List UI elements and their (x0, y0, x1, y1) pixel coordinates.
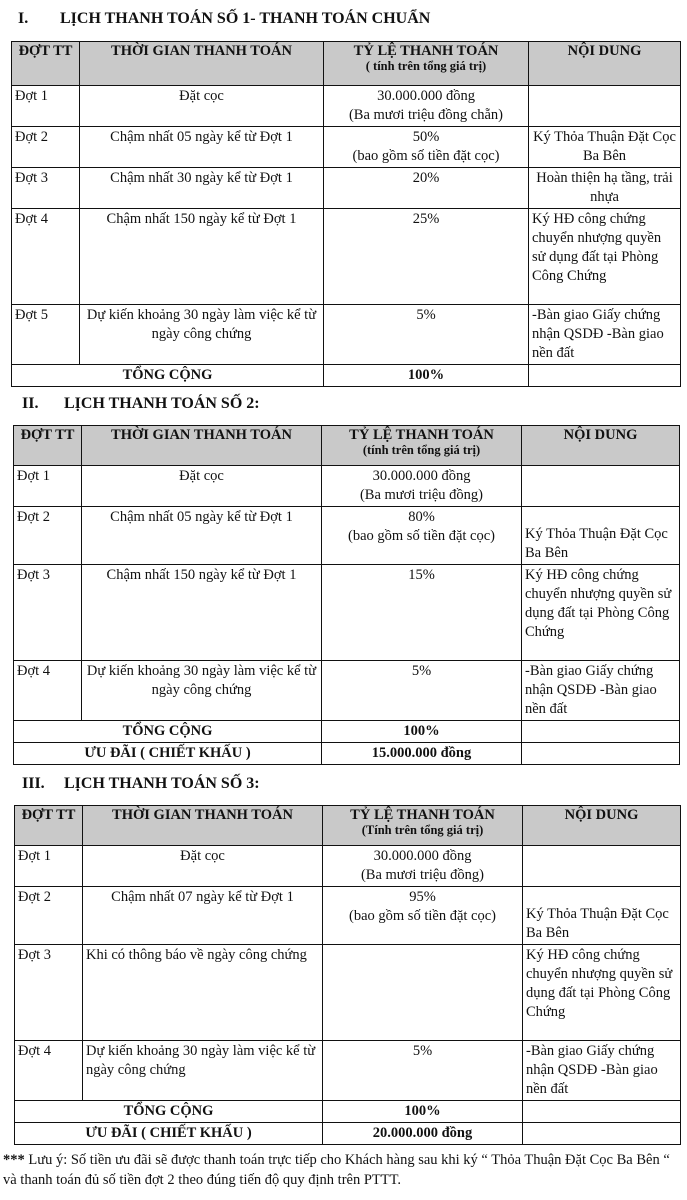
total-row: TỔNG CỘNG 100% (15, 1101, 681, 1123)
total-row: TỔNG CỘNG 100% (12, 365, 681, 387)
table-header-row (15, 806, 681, 846)
header-dot: ĐỢT TT (14, 426, 82, 466)
header-dot: ĐỢT TT (12, 42, 80, 86)
table-row: Đợt 5 Dự kiến khoảng 30 ngày làm việc kể từ ngày công chứng 5% -Bàn giao Giấy chứng nhận QSDĐ -Bàn giao nền đất (12, 305, 681, 365)
header-time: THỜI GIAN THANH TOÁN (80, 42, 324, 86)
table-row: Đợt 4 Chậm nhất 150 ngày kể từ Đợt 1 25% Ký HĐ công chứng chuyển nhượng quyền sử dụng đất tại Phòng Công Chứng (12, 209, 681, 305)
header-time: THỜI GIAN THANH TOÁN (83, 806, 323, 846)
table-row: Đợt 1 Đặt cọc 30.000.000 đồng (Ba mươi triệu đồng) (15, 846, 681, 887)
table-row: Đợt 2 Chậm nhất 05 ngày kể từ Đợt 1 80% (bao gồm số tiền đặt cọc) Ký Thỏa Thuận Đặt Cọc Ba Bên (14, 507, 680, 565)
table-row: Đợt 2 Chậm nhất 07 ngày kể từ Đợt 1 95% (bao gồm số tiền đặt cọc) Ký Thỏa Thuận Đặt Cọc Ba Bên (15, 887, 681, 945)
header-rate: TỶ LỆ THANH TOÁN (Tính trên tổng giá trị) (323, 806, 523, 846)
section-3-title: III. LỊCH THANH TOÁN SỐ 3: (22, 775, 260, 792)
section-1-title: I. LỊCH THANH TOÁN SỐ 1- THANH TOÁN CHUẨN (18, 10, 431, 27)
header-dot: ĐỢT TT (15, 806, 83, 846)
header-content: NỘI DUNG (522, 426, 680, 466)
footnote: *** Lưu ý: Số tiền ưu đãi sẽ được thanh toán trực tiếp cho Khách hàng sau khi ký “ Thỏa Thuận Đặt Cọc Ba Bên “ và thanh toán đủ số tiền đợt 2 theo đúng tiến độ quy định trên PTTT. (3, 1152, 670, 1188)
header-rate: TỶ LỆ THANH TOÁN (tính trên tổng giá trị) (322, 426, 522, 466)
table-row: Đợt 1 Đặt cọc 30.000.000 đồng (Ba mươi triệu đồng) (14, 466, 680, 507)
table-row: Đợt 4 Dự kiến khoảng 30 ngày làm việc kể từ ngày công chứng 5% -Bàn giao Giấy chứng nhận QSDĐ -Bàn giao nền đất (15, 1041, 681, 1101)
table-header-row (14, 426, 680, 466)
payment-table-1 (11, 41, 681, 387)
discount-row: ƯU ĐÃI ( CHIẾT KHẤU ) 15.000.000 đồng (14, 743, 680, 765)
header-content: NỘI DUNG (523, 806, 681, 846)
table-row: Đợt 3 Khi có thông báo về ngày công chứng Ký HĐ công chứng chuyển nhượng quyền sử dụng đất tại Phòng Công Chứng (15, 945, 681, 1041)
payment-table-2 (13, 425, 680, 765)
discount-row: ƯU ĐÃI ( CHIẾT KHẤU ) 20.000.000 đồng (15, 1123, 681, 1145)
table-header-row (12, 42, 681, 86)
table-row: Đợt 2 Chậm nhất 05 ngày kể từ Đợt 1 50% (bao gồm số tiền đặt cọc) Ký Thỏa Thuận Đặt Cọc Ba Bên (12, 127, 681, 168)
header-content: NỘI DUNG (529, 42, 681, 86)
table-row: Đợt 3 Chậm nhất 30 ngày kể từ Đợt 1 20% Hoàn thiện hạ tầng, trải nhựa (12, 168, 681, 209)
header-time: THỜI GIAN THANH TOÁN (82, 426, 322, 466)
table-row: Đợt 4 Dự kiến khoảng 30 ngày làm việc kể từ ngày công chứng 5% -Bàn giao Giấy chứng nhận QSDĐ -Bàn giao nền đất (14, 661, 680, 721)
table-row: Đợt 3 Chậm nhất 150 ngày kể từ Đợt 1 15% Ký HĐ công chứng chuyển nhượng quyền sử dụng đất tại Phòng Công Chứng (14, 565, 680, 661)
total-row: TỔNG CỘNG 100% (14, 721, 680, 743)
table-row: Đợt 1 Đặt cọc 30.000.000 đồng (Ba mươi triệu đồng chẵn) (12, 86, 681, 127)
header-rate: TỶ LỆ THANH TOÁN ( tính trên tổng giá trị) (324, 42, 529, 86)
section-2-title: II. LỊCH THANH TOÁN SỐ 2: (22, 395, 260, 412)
payment-table-3 (14, 805, 681, 1145)
